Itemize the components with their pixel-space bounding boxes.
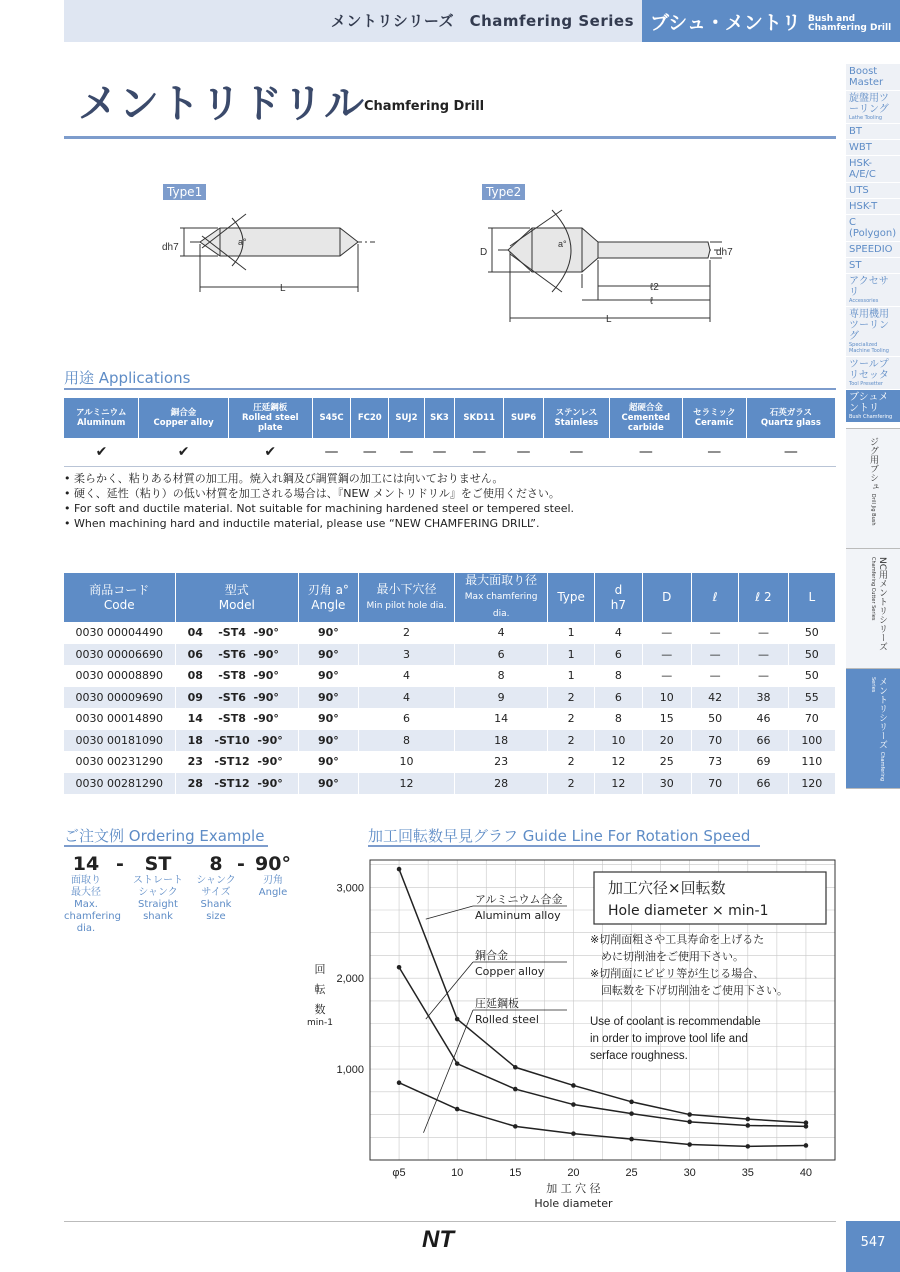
app-mark: — [455,438,504,466]
col-model: 型式 Model [175,573,298,622]
cell-type: 2 [547,730,594,752]
table-row [64,730,836,752]
ordering-part: 8 シャンク サイズ Shank size [196,853,236,922]
data-point-0 [746,1117,751,1122]
series-label-jp: 圧延鋼板 [475,997,519,1010]
type1-label: Type1 [163,184,206,200]
app-mark: — [389,438,424,466]
x-tick-label: 15 [509,1167,522,1179]
y-axis-label: 転 [314,983,326,996]
cell-code: 0030 00014890 [64,708,175,730]
cell-code: 0030 00231290 [64,751,175,773]
sidebar-item-label: HSK-T [849,201,878,212]
cell-l2: — [739,622,788,644]
cell-model: 04 -ST4 -90° [175,622,298,644]
cell-D: 25 [642,751,691,773]
cell-d: 12 [595,751,642,773]
sidebar-item-sub: Accessories [849,298,879,304]
cell-model: 06 -ST6 -90° [175,644,298,666]
app-col-header: 銅合金 Copper alloy [139,398,228,438]
sidebar-item[interactable] [846,242,900,258]
note-line: • When machining hard and inductile material, please use “NEW CHAMFERING DRILL”. [64,517,540,530]
app-col-header: FC20 [351,398,389,438]
table-row [64,751,836,773]
cell-l2: 46 [739,708,788,730]
data-point-2 [746,1144,751,1149]
applications-table [64,398,836,467]
cell-angle: 90° [299,687,359,709]
cell-max: 28 [455,773,548,795]
sidebar-item-sub: Bush Chamfering [849,414,893,420]
ordering-part: 14 面取り 最大径 Max. chamfering dia. [64,853,121,934]
applications-notes [64,471,836,531]
cell-l2: 66 [739,773,788,795]
chart-heading: 加工回転数早見グラフ Guide Line For Rotation Speed [368,827,751,845]
sidebar-item[interactable] [846,307,900,357]
cell-code: 0030 00281290 [64,773,175,795]
data-point-0 [397,867,402,872]
app-col-header: アルミニウム Aluminum [64,398,139,438]
app-col-header: SUJ2 [389,398,424,438]
col-max-chamfer: 最大面取り径 Max chamfering dia. [455,573,548,622]
series-label-jp: アルミニウム合金 [475,893,563,906]
cell-min: 10 [358,751,455,773]
col-type: Type [547,573,594,622]
sidebar-tab-nc-chamfering[interactable] [846,548,900,668]
cell-type: 1 [547,665,594,687]
cell-min: 12 [358,773,455,795]
drill-body [508,228,710,272]
sidebar-divider [846,788,900,789]
cell-min: 4 [358,665,455,687]
cell-angle: 90° [299,708,359,730]
cell-max: 6 [455,644,548,666]
sidebar-item-label: 専用機用ツーリング [849,309,889,342]
cell-model: 18 -ST10 -90° [175,730,298,752]
app-mark: ✔ [64,438,139,466]
sidebar-item-label: BT [849,126,862,137]
chart-note-en: Use of coolant is recommendable [590,1016,761,1028]
ordering-heading: ご注文例 Ordering Example [64,827,265,845]
note-line: • 硬く、延性（粘り）の低い材質を加工される場合は、『NEW メントリドリル』をご使用ください。 [64,487,560,500]
cell-d: 4 [595,622,642,644]
col-code: 商品コード Code [64,573,175,622]
l-label: ℓ [650,296,654,307]
app-mark: — [682,438,746,466]
sidebar-tab-chamfering-series[interactable] [846,668,900,788]
y-axis-label: 数 [314,1003,326,1016]
category-banner [642,0,900,42]
cell-L: 100 [788,730,835,752]
sidebar-item-sub: Specialized Machine Tooling [849,342,889,354]
col-min-pilot: 最小下穴径 Min pilot hole dia. [358,573,455,622]
sidebar [846,64,900,423]
col-angle: 刃角 a° Angle [299,573,359,622]
col-D: D [642,573,691,622]
applications-header-row [64,398,836,438]
applications-divider [64,388,836,390]
y-axis-label: 回 [314,963,326,976]
sidebar-tab-label: ジグ用ブシュ Drill Jig Bush [868,437,878,526]
sidebar-item[interactable] [846,357,900,390]
cell-L: 50 [788,665,835,687]
app-mark: — [746,438,835,466]
chart-subtitle: Hole diameter × min-1 [608,903,769,919]
cell-code: 0030 00004490 [64,622,175,644]
cell-l: — [691,665,738,687]
data-point-2 [687,1142,692,1147]
data-point-1 [571,1102,576,1107]
sidebar-item[interactable] [846,140,900,156]
cell-max: 23 [455,751,548,773]
ordering-part: 90° 刃角 Angle [255,853,291,898]
series-title: メントリシリーズ Chamfering Series [330,12,634,30]
type2-drawing [470,200,733,330]
cell-L: 50 [788,622,835,644]
cell-d: 8 [595,665,642,687]
chart-note-jp: めに切削油をご使用下さい。 [590,950,744,963]
rotation-speed-chart [300,855,845,1215]
app-mark: ✔ [228,438,312,466]
sidebar-item[interactable] [846,91,900,124]
cell-d: 10 [595,730,642,752]
cell-max: 4 [455,622,548,644]
chart-note-jp: 回転数を下げ切削油をご使用下さい。 [590,984,788,997]
sidebar-item-sub: Lathe Tooling [849,115,883,121]
sidebar-item[interactable] [846,390,900,423]
label-leader [426,906,473,919]
y-tick-label: 1,000 [336,1064,364,1077]
app-mark: — [424,438,455,466]
x-tick-label: 10 [451,1167,464,1179]
chart-note-jp: ※切削面にビビリ等が生じる場合、 [590,967,765,980]
page-number: 547 [846,1221,900,1272]
cell-D: 10 [642,687,691,709]
sidebar-item-label: UTS [849,185,869,196]
page-title: メントリドリル [78,81,365,127]
cell-l2: 66 [739,730,788,752]
cell-D: 20 [642,730,691,752]
data-point-0 [687,1112,692,1117]
applications-mark-row [64,438,836,466]
table-row [64,665,836,687]
ordering-part: - [237,853,245,875]
data-point-2 [513,1124,518,1129]
category-en-line1: Bush and [808,14,856,24]
app-col-header: 石英ガラス Quartz glass [746,398,835,438]
L-label: L [280,283,286,294]
cell-angle: 90° [299,773,359,795]
chart-note-en: in order to improve tool life and [590,1033,748,1045]
sidebar-tab-label: メントリシリーズ Chamfering Series [870,677,887,782]
y-tick-label: 2,000 [336,973,364,986]
cell-l2: — [739,665,788,687]
data-point-1 [397,965,402,970]
y-tick-label: 3,000 [336,882,364,895]
L-label: L [606,314,612,325]
data-point-1 [746,1123,751,1128]
cell-angle: 90° [299,644,359,666]
col-l: ℓ [691,573,738,622]
cell-model: 23 -ST12 -90° [175,751,298,773]
chart-note-jp: ※切削面粗さや工具寿命を上げるた [590,933,765,946]
cell-L: 50 [788,644,835,666]
nt-logo [420,1226,482,1252]
data-point-2 [571,1131,576,1136]
sidebar-item[interactable] [846,258,900,274]
app-col-header: ステンレス Stainless [543,398,609,438]
cell-type: 1 [547,644,594,666]
cell-code: 0030 00006690 [64,644,175,666]
table-row [64,644,836,666]
cell-code: 0030 00008890 [64,665,175,687]
data-point-0 [455,1017,460,1022]
dh7-label: dh7 [162,242,179,253]
sidebar-item-label: HSK-A/E/C [849,158,876,180]
app-col-header: 圧延鋼板 Rolled steel plate [228,398,312,438]
cell-model: 28 -ST12 -90° [175,773,298,795]
category-jp: ブシュ・メントリ [650,12,801,34]
cell-D: — [642,622,691,644]
cell-code: 0030 00009690 [64,687,175,709]
cell-D: — [642,665,691,687]
x-tick-label: 30 [683,1167,696,1179]
cell-D: — [642,644,691,666]
col-l2: ℓ 2 [739,573,788,622]
note-line: • For soft and ductile material. Not suitable for machining hardened steel or tempered steel. [64,502,575,515]
cell-L: 70 [788,708,835,730]
x-axis-label-jp: 加 工 穴 径 [546,1182,601,1195]
spec-header-row [64,573,836,622]
data-point-0 [571,1083,576,1088]
sidebar-item[interactable] [846,183,900,199]
table-row [64,622,836,644]
drill-body [200,228,358,256]
app-mark: — [351,438,389,466]
cell-type: 2 [547,751,594,773]
title-divider [64,136,836,139]
cell-d: 6 [595,687,642,709]
sidebar-tab-jig-bush[interactable] [846,428,900,548]
data-point-1 [513,1087,518,1092]
series-label-en: Rolled steel [475,1013,539,1026]
app-col-header: SKD11 [455,398,504,438]
app-mark: ✔ [139,438,228,466]
cell-min: 8 [358,730,455,752]
cell-l: 70 [691,773,738,795]
cell-max: 14 [455,708,548,730]
col-d: d h7 [595,573,642,622]
app-col-header: セラミック Ceramic [682,398,746,438]
series-label-en: Aluminum alloy [475,909,561,922]
cell-l2: 69 [739,751,788,773]
x-tick-label: 25 [625,1167,638,1179]
sidebar-item-sub: Tool Presetter [849,381,883,387]
cell-L: 55 [788,687,835,709]
l2-label: ℓ2 [650,282,659,293]
cell-angle: 90° [299,665,359,687]
sidebar-item-label: アクセサリ [849,276,889,298]
table-row [64,708,836,730]
app-mark: — [504,438,544,466]
chart-note-en: serface roughness. [590,1050,688,1062]
cell-l: 42 [691,687,738,709]
ordering-divider [64,845,268,847]
cell-D: 30 [642,773,691,795]
cell-min: 4 [358,687,455,709]
sidebar-item[interactable] [846,215,900,242]
angle-label: a° [558,239,567,249]
cell-angle: 90° [299,730,359,752]
cell-d: 8 [595,708,642,730]
cell-angle: 90° [299,622,359,644]
data-point-2 [455,1107,460,1112]
cell-min: 6 [358,708,455,730]
page-subtitle: Chamfering Drill [364,99,485,114]
spec-table [64,573,836,794]
sidebar-item-label: C (Polygon) [849,217,897,239]
D-label: D [480,247,488,258]
cell-min: 3 [358,644,455,666]
cell-l: 70 [691,730,738,752]
app-mark: — [609,438,682,466]
cell-model: 08 -ST8 -90° [175,665,298,687]
data-point-2 [397,1080,402,1085]
series-label-jp: 銅合金 [475,949,508,962]
data-point-1 [804,1124,809,1129]
app-mark: — [312,438,350,466]
sidebar-item-label: WBT [849,142,872,153]
cell-model: 09 -ST6 -90° [175,687,298,709]
data-point-0 [629,1100,634,1105]
sidebar-item-label: 旋盤用ツーリング [849,93,889,115]
cell-L: 120 [788,773,835,795]
cell-code: 0030 00181090 [64,730,175,752]
table-row [64,687,836,709]
cell-d: 6 [595,644,642,666]
sidebar-item-label: ツールプリセッタ [849,359,889,381]
cell-l: 73 [691,751,738,773]
data-point-0 [513,1065,518,1070]
sidebar-item[interactable] [846,124,900,140]
data-point-2 [804,1143,809,1148]
applications-heading: 用途 Applications [64,369,191,387]
angle-label: a° [238,237,247,247]
sidebar-item-label: Boost Master [849,66,884,88]
sidebar-item[interactable] [846,156,900,183]
cell-type: 2 [547,773,594,795]
cell-type: 2 [547,708,594,730]
cell-l: — [691,644,738,666]
sidebar-tab-label: NC用メントリシリーズ Chamfering Cutter Series [870,557,887,652]
cell-max: 18 [455,730,548,752]
data-point-1 [629,1111,634,1116]
x-tick-label: 40 [799,1167,813,1179]
sidebar-item[interactable] [846,199,900,215]
sidebar-item-label: ST [849,260,862,271]
cell-angle: 90° [299,751,359,773]
data-point-1 [687,1120,692,1125]
type1-drawing [150,200,390,310]
dh7-label: dh7 [716,247,733,258]
cell-max: 8 [455,665,548,687]
app-col-header: S45C [312,398,350,438]
chart-title: 加工穴径×回転数 [608,879,726,897]
app-mark: — [543,438,609,466]
cell-type: 2 [547,687,594,709]
cell-max: 9 [455,687,548,709]
app-col-header: SK3 [424,398,455,438]
category-en-line2: Chamfering Drill [808,23,892,33]
ordering-part: ST ストレート シャンク Straight shank [133,853,183,922]
cell-D: 15 [642,708,691,730]
x-axis-label-en: Hole diameter [534,1197,613,1210]
cell-L: 110 [788,751,835,773]
sidebar-item-label: ブシュメントリ [849,392,889,414]
data-point-2 [629,1137,634,1142]
ordering-part: - [116,853,124,875]
footer-divider [64,1221,836,1222]
category-en [808,15,891,33]
col-L: L [788,573,835,622]
ordering-example [64,853,294,953]
cell-l2: — [739,644,788,666]
sidebar-item[interactable] [846,64,900,91]
chart-divider [368,845,760,847]
app-col-header: SUP6 [504,398,544,438]
cell-d: 12 [595,773,642,795]
x-tick-label: 20 [567,1167,580,1179]
series-label-en: Copper alloy [475,965,545,978]
x-tick-label: φ5 [392,1167,406,1179]
x-tick-label: 35 [741,1167,754,1179]
cell-min: 2 [358,622,455,644]
cell-l: — [691,622,738,644]
sidebar-item[interactable] [846,274,900,307]
data-point-1 [455,1061,460,1066]
label-leader [426,962,473,1019]
cell-model: 14 -ST8 -90° [175,708,298,730]
app-col-header: 超硬合金 Cemented carbide [609,398,682,438]
note-line: • 柔らかく、粘りある材質の加工用。焼入れ鋼及び調質鋼の加工には向いておりません。 [64,472,504,485]
cell-type: 1 [547,622,594,644]
sidebar-item-label: SPEEDIO [849,244,893,255]
cell-l2: 38 [739,687,788,709]
table-row [64,773,836,795]
type2-label: Type2 [482,184,525,200]
nt-logo-text: NT [422,1226,454,1253]
cell-l: 50 [691,708,738,730]
y-axis-unit: min-1 [307,1018,333,1028]
